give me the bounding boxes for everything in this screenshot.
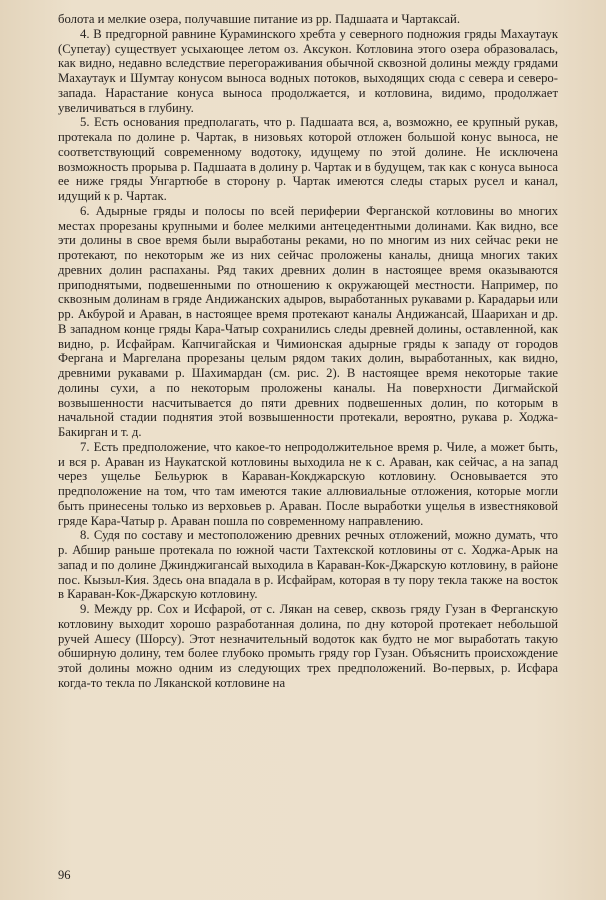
paragraph-7: 7. Есть предположение, что какое-то непродолжительное время р. Чиле, а может быть, и вся р. Араван из Наукатской котловины выходила не к с. Араван, как сейчас, а на запад через ущелье Бельурюк в Караван-Кокджарскую котловину. Основывается это предположение на том, что там имеются такие аллювиальные отложения, которые могли быть принесены только из верховьев р. Араван. После выработки ущелья в известняковой гряде Кара-Чатыр р. Араван пошла по современному направлению. — [58, 439, 558, 528]
body-text — [58, 12, 558, 691]
paragraph-9: 9. Между рр. Сох и Исфарой, от с. Лякан на север, сквозь гряду Гузан в Ферганскую котловину выходит хорошо разработанная долина, по дну которой протекает небольшой ручей Ашесу (Шорсу). Этот незначительный водоток как будто не мог выработать такую обширную долину, тем более глубоко промыть гряду гор Гузан. Объяснить происхождение этой долины можно одним из следующих трех предположений. Во-первых, р. Исфара когда-то текла по Ляканской котловине на — [58, 602, 558, 690]
paragraph-5: 5. Есть основания предполагать, что р. Падшаата вся, а, возможно, ее крупный рукав, протекала по долине р. Чартак, в низовьях которой отложен большой конус выноса, не соответствующий современному водотоку, идущему по этой долине. Не исключена возможность прорыва р. Падшаата в долину р. Чартак и в будущем, так как с конуса выноса ее ниже гряды Унгартюбе в сторону р. Чартак имеются следы старых русел и канал, идущий к р. Чартак. — [58, 115, 558, 203]
paragraph-4: 4. В предгорной равнине Кураминского хребта у северного подножия гряды Махаутаук (Супетау) существует усыхающее летом оз. Аксукон. Котловина этого озера образовалась, как видно, недавно вследствие перегораживания обычной сквозной долины между грядами Махаутаук и Шумтау конусом выноса водных потоков, выходящих сюда с севера и северо-запада. Нарастание конуса выноса продолжается, и котловина, видимо, продолжает увеличиваться в глубину. — [58, 26, 558, 115]
paragraph-6: 6. Адырные гряды и полосы по всей периферии Ферганской котловины во многих местах прорезаны крупными и более мелкими антецедентными долинами. Как видно, все эти долины в свое время были выработаны реками, но по многим из них сейчас реки не протекают, по некоторым же из них сейчас проложены каналы, днища многих таких древних долин распаханы. Ряд таких древних долин в настоящее время оказываются приподнятыми, подвешенными по отношению к окружающей местности. Например, по сквозным долинам в гряде Андижанских адыров, выработанных рукавами р. Карадарьи или рр. Акбурой и Араван, в настоящее время протекают каналы Андижансай, Шаарихан и др. В западном конце гряды Кара-Чатыр сохранились следы древней долины, оставленной, как видно, р. Исфайрам. Капчигайская и Чимионская адырные гряды к западу от городов Фергана и Маргелана прорезаны целым рядом таких долин, выработанных, как видно, древними рукавами р. Шахимардан (см. рис. 2). В настоящее время некоторые такие долины сухи, а по некоторым проложены каналы. На поверхности Дигмайской возвышенности насчитывается до пяти древних подвешенных долин, по которым в начальной стадии поднятия этой возвышенности протекали, вероятно, рукава р. Ходжа-Бакирган и т. д. — [58, 203, 558, 439]
page-number: 96 — [58, 868, 71, 882]
paragraph-8: 8. Судя по составу и местоположению древних речных отложений, можно думать, что р. Абшир раньше протекала по южной части Тахтекской котловины от с. Ходжа-Арык на запад и по долине Джинджигансай выходила в Караван-Кок-Джарскую котловину, в районе пос. Кызыл-Кия. Здесь она впадала в р. Исфайрам, которая в ту пору текла также на восток в Караван-Кок-Джарскую котловину. — [58, 528, 558, 602]
paragraph-continued: болота и мелкие озера, получавшие питание из рр. Падшаата и Чартаксай. — [58, 12, 460, 26]
